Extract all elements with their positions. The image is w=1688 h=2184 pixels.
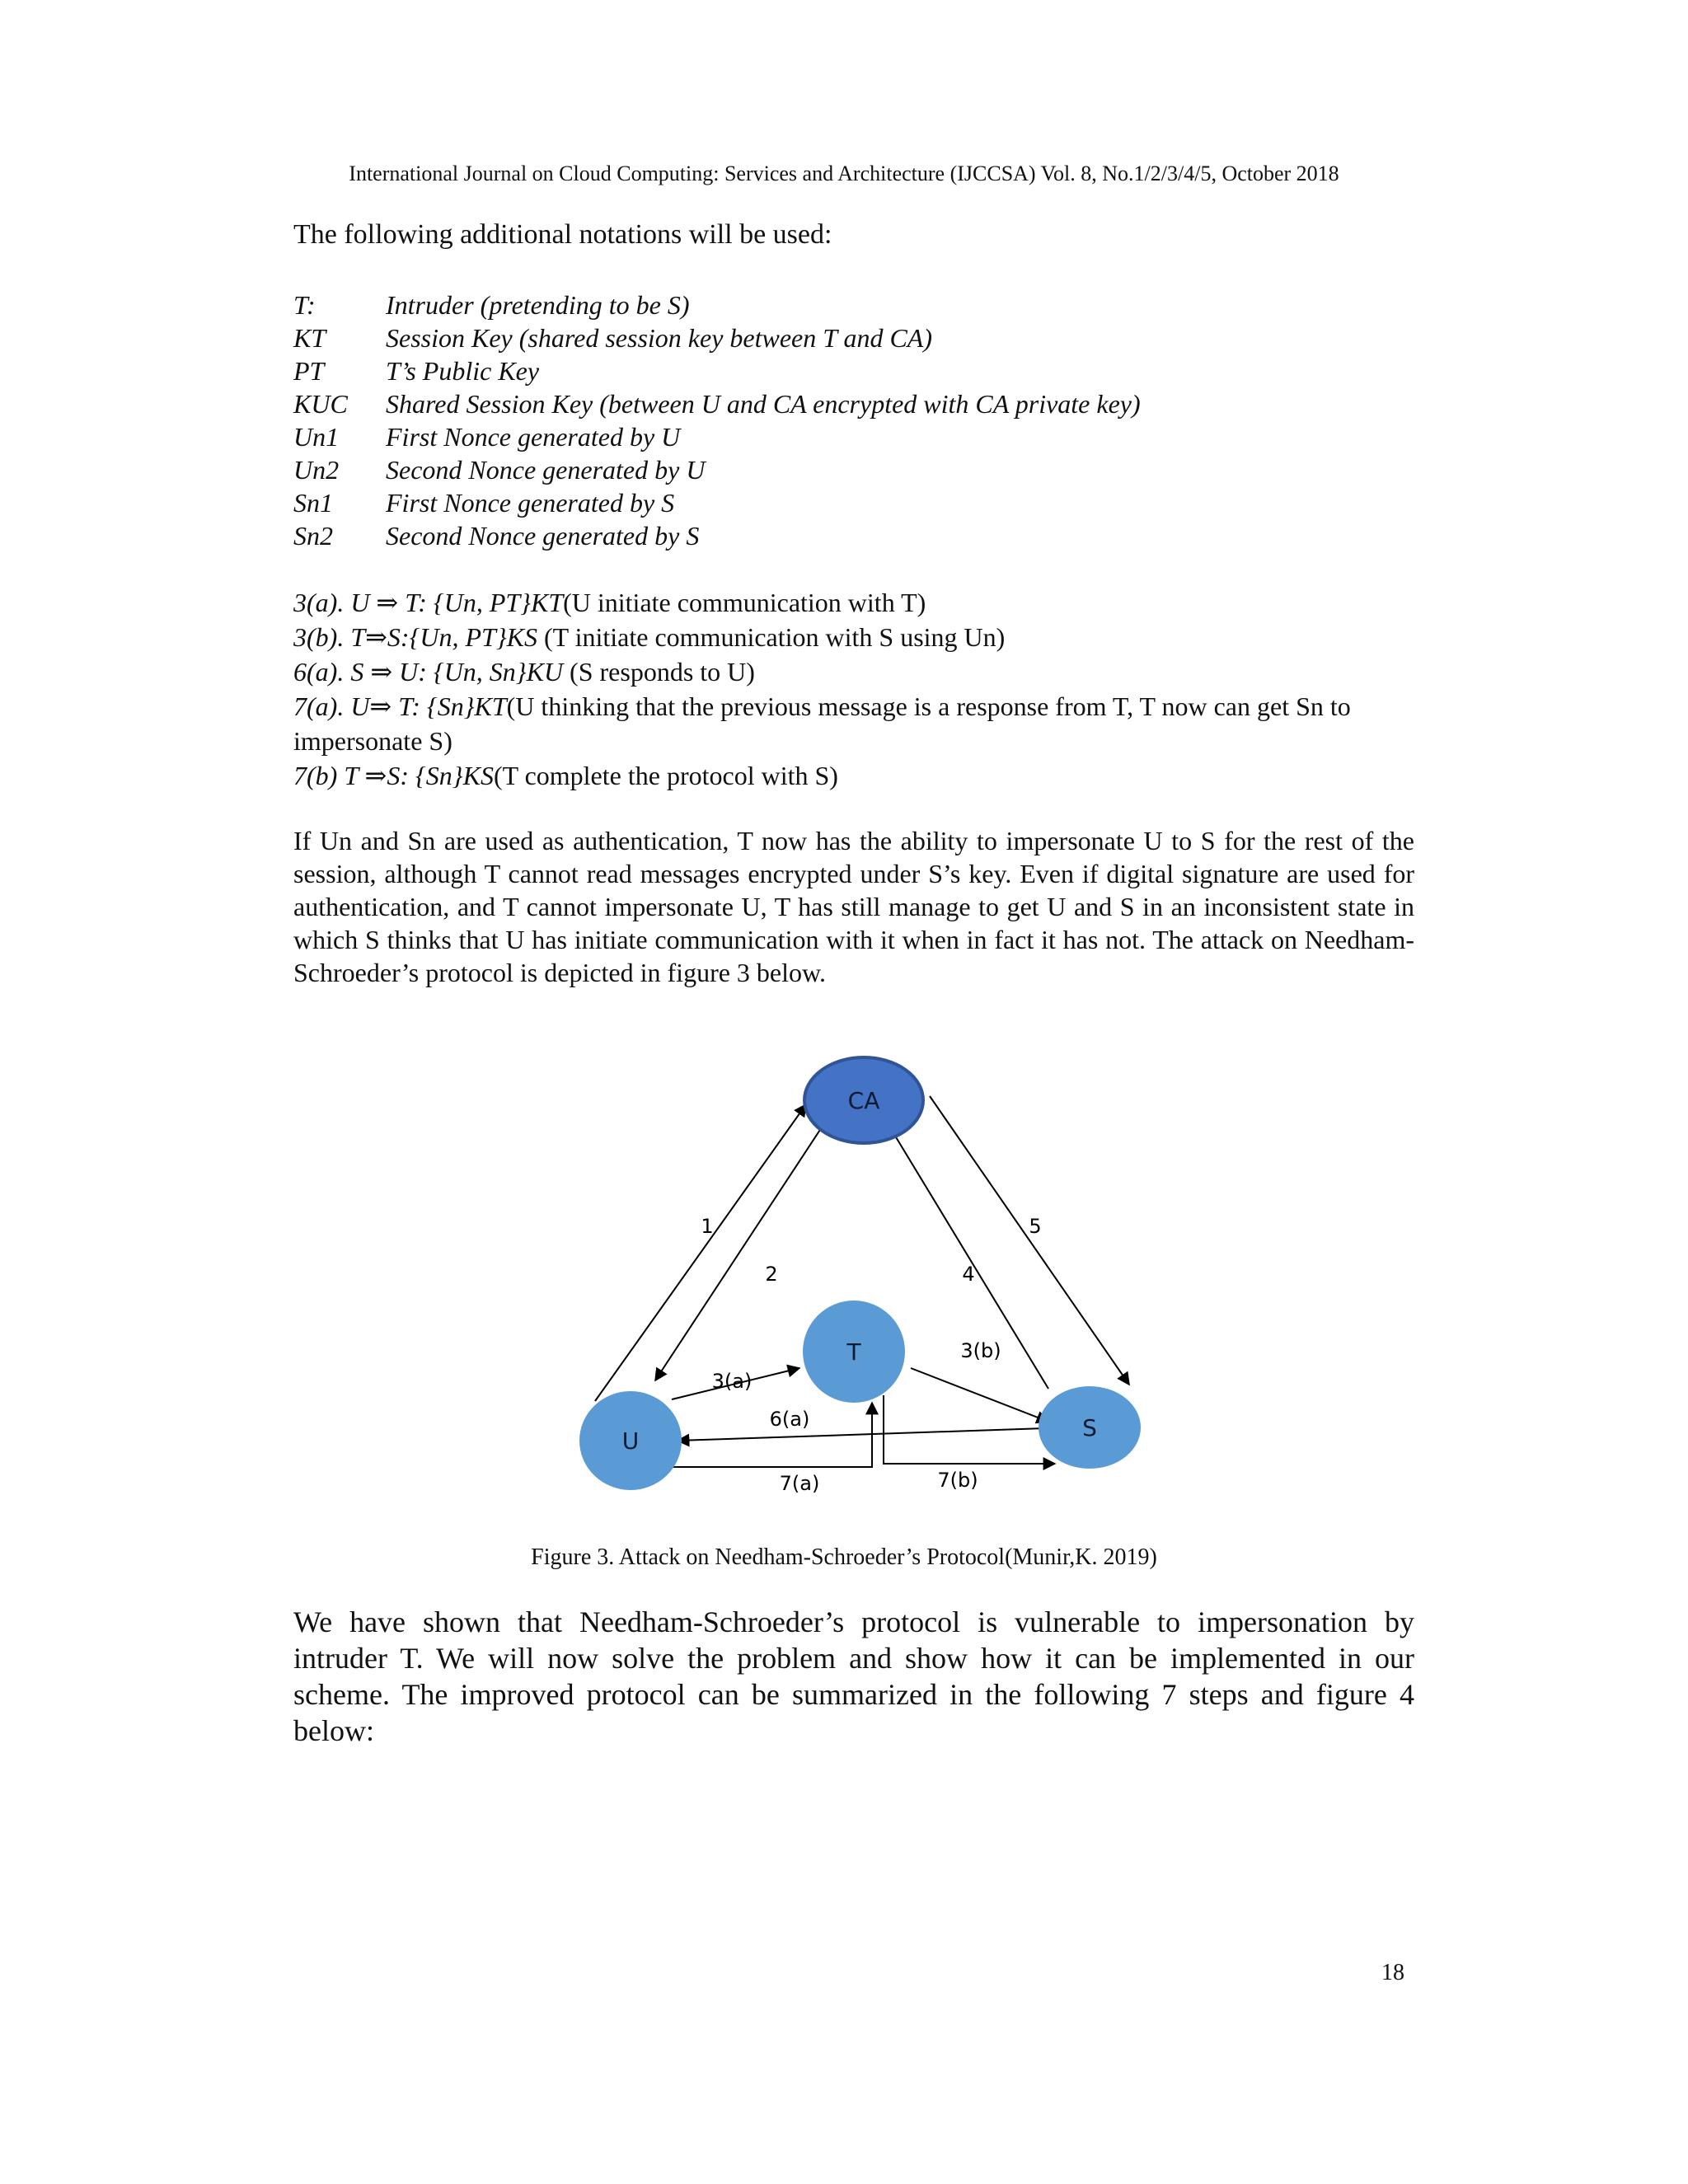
notation-definition: Shared Session Key (between U and CA encrypted with CA private key)	[386, 389, 1141, 419]
notation-list	[293, 288, 1414, 552]
edge-3b-arrow	[911, 1368, 1048, 1422]
page-number: 18	[1381, 1960, 1404, 1985]
step-text: (S responds to U)	[563, 657, 755, 687]
notation-symbol: T:	[293, 290, 316, 320]
edge-4-label: 4	[962, 1263, 975, 1286]
edge-1-arrow	[595, 1104, 806, 1401]
notation-row	[293, 486, 1414, 519]
notation-row	[293, 321, 1414, 354]
notation-definition: Intruder (pretending to be S)	[386, 290, 690, 320]
notation-symbol: PT	[293, 356, 325, 386]
conclusion-paragraph: We have shown that Needham-Schroeder’s protocol is vulnerable to impersonation by intruder T. We will now solve the problem and show how it can be implemented in our scheme. The improved protocol can be summarized in the following 7 steps and figure 4 below:	[293, 1605, 1414, 1747]
step-label: 3(b). T⇒S:{Un, PT}KS	[293, 622, 537, 652]
edge-7a-label: 7(a)	[779, 1472, 820, 1495]
protocol-step	[293, 585, 1414, 620]
s-node-label: S	[1082, 1414, 1097, 1441]
edge-7b-label: 7(b)	[937, 1469, 978, 1492]
figure-caption: Figure 3. Attack on Needham-Schroeder’s Protocol(Munir,K. 2019)	[531, 1544, 1157, 1570]
step-label: 3(a). U ⇒ T: {Un, PT}KT	[293, 588, 564, 617]
notation-symbol: Un2	[293, 455, 340, 485]
protocol-step	[293, 654, 1414, 689]
notation-symbol: Sn2	[293, 521, 333, 551]
edge-3b-label: 3(b)	[960, 1339, 1001, 1362]
edge-1-label: 1	[701, 1215, 714, 1238]
notation-definition: Session Key (shared session key between T and CA)	[386, 323, 932, 353]
notation-symbol: KUC	[293, 389, 348, 419]
step-label: 6(a). S ⇒ U: {Un, Sn}KU	[293, 657, 564, 687]
protocol-step	[293, 689, 1414, 758]
notation-row	[293, 519, 1414, 552]
journal-header: International Journal on Cloud Computing: Services and Architecture (IJCCSA) Vol. 8, No.1/2/3/4/5, October 2018	[349, 162, 1339, 185]
step-text: (U thinking that the previous message is a response from T, T now can get Sn to impersonate S)	[293, 691, 1351, 756]
notation-symbol: Un1	[293, 422, 340, 452]
attack-paragraph: If Un and Sn are used as authentication, T now has the ability to impersonate U to S for the rest of the session, although T cannot read messages encrypted under S’s key. Even if digital signature are used for authentication, and T cannot impersonate U, T has still manage to get U and S in an inconsistent state in which S thinks that U has initiate communication with it when in fact it has not. The attack on Needham-Schroeder’s protocol is depicted in figure 3 below.	[293, 826, 1414, 987]
notation-symbol: KT	[293, 323, 326, 353]
step-text: (T complete the protocol with S)	[493, 761, 838, 790]
notation-row	[293, 453, 1414, 486]
u-node-label: U	[621, 1427, 640, 1455]
ca-node-label: CA	[847, 1087, 880, 1114]
notation-definition: T’s Public Key	[386, 356, 540, 386]
edge-6a-label: 6(a)	[769, 1408, 810, 1431]
notation-row	[293, 354, 1414, 387]
attack-diagram	[577, 1047, 1220, 1508]
notation-definition: Second Nonce generated by U	[386, 455, 706, 485]
intro-text: The following additional notations will be used:	[293, 219, 832, 250]
notation-definition: First Nonce generated by U	[386, 422, 681, 452]
edge-5-arrow	[930, 1096, 1129, 1385]
step-label: 7(b) T ⇒S: {Sn}KS	[293, 761, 494, 790]
notation-definition: First Nonce generated by S	[386, 488, 675, 518]
protocol-steps	[293, 585, 1414, 793]
protocol-step	[293, 758, 1414, 793]
notation-definition: Second Nonce generated by S	[386, 521, 700, 551]
notation-symbol: Sn1	[293, 488, 333, 518]
step-text: (T initiate communication with S using Un)	[537, 622, 1006, 652]
protocol-step	[293, 620, 1414, 654]
t-node-label: T	[846, 1338, 861, 1366]
notation-row	[293, 420, 1414, 453]
step-text: (U initiate communication with T)	[563, 588, 926, 617]
edge-6a-arrow	[678, 1428, 1045, 1441]
edge-2-label: 2	[765, 1263, 778, 1286]
edge-3a-label: 3(a)	[711, 1370, 753, 1393]
step-label: 7(a). U⇒ T: {Sn}KT	[293, 691, 507, 721]
edge-5-label: 5	[1029, 1215, 1042, 1238]
notation-row	[293, 387, 1414, 420]
notation-row	[293, 288, 1414, 321]
